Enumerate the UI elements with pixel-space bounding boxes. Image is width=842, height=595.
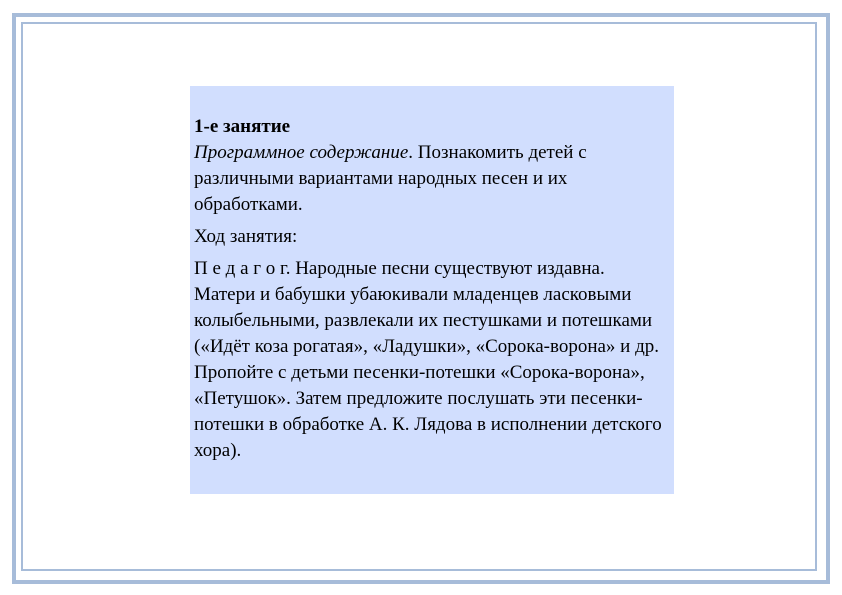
lesson-title: 1-е занятие: [194, 116, 291, 137]
program-paragraph: [194, 140, 664, 218]
program-text: . Познакомить детей с различными вариантами народных песен и их обработками.: [194, 142, 587, 215]
lesson-text-box: [190, 86, 674, 494]
course-heading: Ход занятия:: [194, 226, 298, 247]
teacher-paragraph: [194, 256, 664, 464]
program-label: Программное содержание: [194, 142, 409, 163]
teacher-text: Народные песни существуют издавна. Матери и бабушки убаюкивали младенцев ласковыми колыбельными, развлекали их пестушками и потешками («Идёт коза рогатая», «Ладушки», «Сорока-ворона» и др. Пропойте с детьми песенки-потешки «Сорока-ворона», «Петушок». Затем предложите послушать эти песенки-потешки в обработке А. К. Лядова в исполнении детского хора).: [194, 258, 662, 461]
teacher-label: П е д а г о г.: [194, 258, 291, 279]
